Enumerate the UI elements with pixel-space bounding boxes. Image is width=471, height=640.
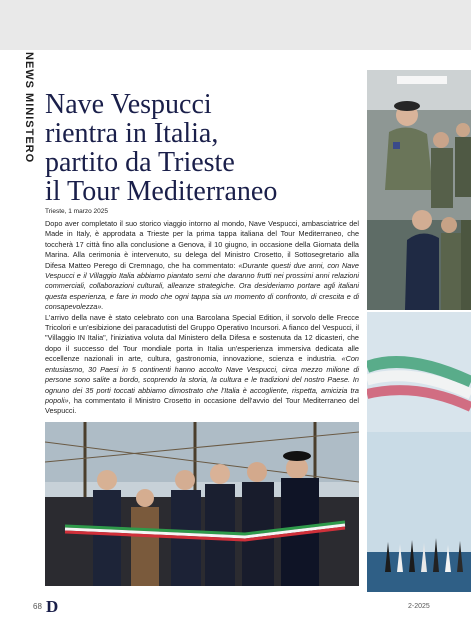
issue-number: 2-2025 xyxy=(408,603,430,610)
magazine-logo: D xyxy=(46,597,59,616)
photo-frecce-tricolori-image xyxy=(367,312,471,432)
photo-ribbon-cutting-image xyxy=(45,422,359,586)
photo-military-personnel-image xyxy=(367,70,471,310)
paragraph-1 xyxy=(45,219,359,313)
article-title xyxy=(45,90,345,206)
title-line: il Tour Mediterraneo xyxy=(45,176,278,207)
section-label: NEWS MINISTERO xyxy=(23,52,35,164)
photo-ribbon-cutting xyxy=(45,422,359,586)
paragraph-text: Dopo aver completato il suo storico viaggio intorno al mondo, Nave Vespucci, ambasciatrice del Made in Italy, è approdata a Trieste per la prima tappa italiana del Tour Mediterraneo, che toccherà 17 città fino alla conclusione a Genova, il 10 giugno, in occasione della Giornata della Marina. Alla cerimonia è intervenuto, su delega del Ministro Crosetto, il Sottosegretario alla Difesa Matteo Perego di Cremnago, che ha commentato: xyxy=(45,219,359,270)
dateline: Trieste, 1 marzo 2025 xyxy=(45,208,108,215)
paragraph-2 xyxy=(45,313,359,417)
paragraph-text: , ha commentato il Ministro Crosetto in occasione dell'avvio del Tour Mediterraneo del Vespucci. xyxy=(45,395,359,416)
quote-text: «Con entusiasmo, 30 Paesi in 5 continenti hanno accolto Nave Vespucci, circa mezzo milione di persone sono salite a bordo, scoprendo la storia, la cultura e le tradizioni del nostro Paese. In ognuno dei 35 porti toccati abbiamo dimostrato che l'Italia è accogliente, rispetta, amicizia tra popoli» xyxy=(45,354,359,405)
paragraph-text: L'arrivo della nave è stato celebrato con una Barcolana Special Edition, il sorvolo delle Frecce Tricolori e un'esibizione dei paracadutisti del Gruppo Operativo Incursori. A fianco del Vespucci, il "Villaggio IN Italia", l'iniziativa voluta dal Ministero della Difesa e sostenuta da 12 dicasteri, che dopo il successo del Tour mondiale porta in Italia un'esperienza immersiva dedicata alle eccellenze nazionali in arte, cultura, gastronomia, innovazione, scienza e industria. xyxy=(45,312,359,364)
photo-frecce-tricolori xyxy=(367,312,471,432)
article-body xyxy=(45,219,359,417)
title-line: Nave Vespucci xyxy=(45,89,212,120)
header-band xyxy=(0,0,471,50)
title-line: rientra in Italia, xyxy=(45,118,219,149)
page-number: 68 xyxy=(33,602,42,611)
title-line: partito da Trieste xyxy=(45,147,235,178)
quote-text: «Durante questi due anni, con Nave Vespucci e il Villaggio Italia abbiamo piantato semi che daranno frutti nei prossimi anni relazioni commerciali, collaborazioni culturali, alleanze strategiche. Ora desideriamo portare agli italiani questa esperienza, e fare in modo che ogni tappa sia un momento di confronto, di crescita e di consapevolezza». xyxy=(45,260,359,312)
photo-barcolana-regatta xyxy=(367,432,471,592)
photo-military-personnel xyxy=(367,70,471,310)
photo-barcolana-regatta-image xyxy=(367,432,471,592)
